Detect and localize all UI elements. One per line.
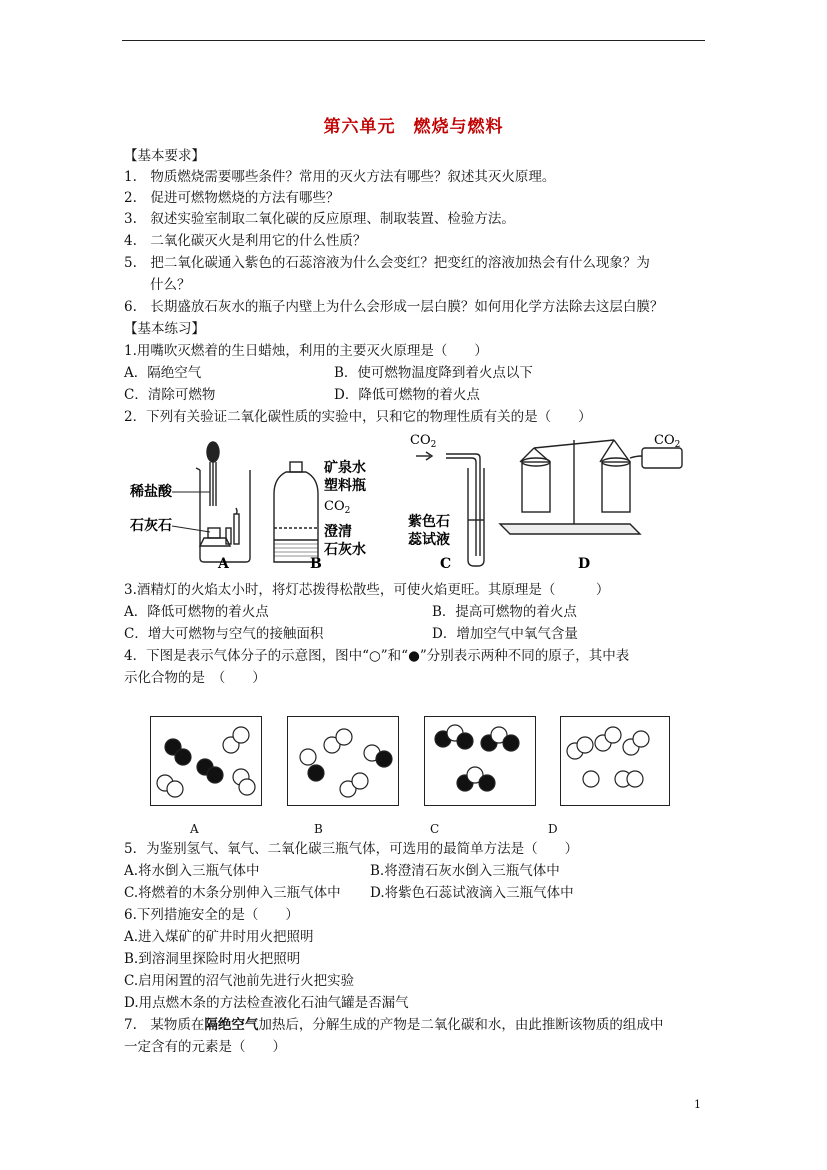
- q4-stem-line2: 示化合物的是 （ ）: [124, 670, 266, 686]
- label-a: A: [218, 556, 229, 572]
- section-basic-requirements: 【基本要求】: [124, 148, 205, 164]
- page-title: 第六单元 燃烧与燃料: [323, 117, 504, 137]
- apparatus-b: [274, 462, 318, 562]
- box-label-c: C: [430, 822, 440, 836]
- q6-option-d: D.用点燃木条的方法检查液化石油气罐是否漏气: [124, 995, 409, 1011]
- label-d-co2: $CO_2$: [654, 433, 681, 450]
- box-label-a: A: [190, 822, 199, 836]
- q1-option-a: A．隔绝空气: [124, 365, 202, 381]
- label-b: B: [310, 556, 322, 572]
- requirement-4: 4. 二氧化碳灭火是利用它的什么性质？: [124, 233, 367, 249]
- label-clear: 澄清: [324, 524, 352, 540]
- requirement-5-cont: 什么？: [150, 277, 191, 293]
- q3-option-d: D．增加空气中氧气含量: [432, 626, 578, 642]
- requirement-6: 6. 长期盛放石灰水的瓶子内壁上为什么会形成一层白膜？如何用化学方法除去这层白膜？: [124, 299, 664, 315]
- label-b-co2: $CO_2$: [324, 499, 351, 516]
- q4-stem-line1: 4．下图是表示气体分子的示意图，图中“○”和“●”分别表示两种不同的原子，其中表: [124, 648, 630, 664]
- box-label-d: D: [548, 822, 558, 836]
- requirement-5: 5. 把二氧化碳通入紫色的石蕊溶液为什么会变红？把变红的溶液加热会有什么现象？为: [124, 255, 650, 271]
- q5-option-d: D.将紫色石蕊试液滴入三瓶气体中: [370, 885, 574, 901]
- q6-stem: 6.下列措施安全的是（ ）: [124, 907, 299, 923]
- q1-option-b: B．使可燃物温度降到着火点以下: [334, 365, 533, 381]
- apparatus-d: [500, 440, 682, 534]
- q7-bold-isolated-air: 隔绝空气: [204, 1017, 259, 1033]
- requirement-2: 2. 促进可燃物燃烧的方法有哪些？: [124, 190, 340, 206]
- q1-option-c: C．清除可燃物: [124, 387, 216, 403]
- molecule-box-a: [150, 716, 262, 806]
- label-limewater: 石灰水: [324, 542, 366, 558]
- label-limestone: 石灰石: [130, 518, 172, 534]
- requirement-3: 3. 叙述实验室制取二氧化碳的反应原理、制取装置、检验方法。: [124, 211, 515, 227]
- label-c-co2: $CO_2$: [410, 433, 437, 450]
- label-c: C: [440, 556, 452, 572]
- box-label-b: B: [314, 822, 323, 836]
- requirement-1: 1. 物质燃烧需要哪些条件？常用的灭火方法有哪些？叙述其灭火原理。: [124, 169, 556, 185]
- label-mineral-water: 矿泉水: [324, 460, 366, 476]
- q6-option-a: A.进入煤矿的矿井时用火把照明: [124, 929, 314, 945]
- q5-stem: 5．为鉴别氢气、氧气、二氧化碳三瓶气体，可选用的最简单方法是（ ）: [124, 841, 579, 857]
- q7-post: 加热后，分解生成的产物是二氧化碳和水，由此推断该物质的组成中: [258, 1017, 664, 1033]
- q6-option-b: B.到溶洞里探险时用火把照明: [124, 951, 301, 967]
- label-dilute-hcl: 稀盐酸: [130, 484, 172, 500]
- q7-stem-line1: [124, 1016, 663, 1034]
- apparatus-c: [416, 452, 484, 566]
- q1-option-d: D．降低可燃物的着火点: [334, 387, 480, 403]
- q1-stem: 1.用嘴吹灭燃着的生日蜡烛，利用的主要灭火原理是（ ）: [124, 343, 488, 359]
- q3-option-b: B．提高可燃物的着火点: [432, 604, 577, 620]
- q3-stem: 3.酒精灯的火焰太小时，将灯芯拨得松散些，可使火焰更旺。其原理是（ ）: [124, 582, 610, 598]
- q5-option-a: A.将水倒入三瓶气体中: [124, 863, 260, 879]
- q2-stem: 2．下列有关验证二氧化碳性质的实验中，只和它的物理性质有关的是（ ）: [124, 409, 592, 425]
- q6-option-c: C.启用闲置的沼气池前先进行火把实验: [124, 973, 355, 989]
- q5-option-c: C.将燃着的木条分别伸入三瓶气体中: [124, 885, 341, 901]
- label-plastic-bottle: 塑料瓶: [324, 478, 366, 494]
- q7-stem-line2: 一定含有的元素是（ ）: [124, 1039, 286, 1055]
- page-number: 1: [694, 1098, 701, 1111]
- header-rule: [122, 40, 705, 41]
- molecule-box-d: [560, 716, 670, 806]
- apparatus-a: [196, 442, 250, 562]
- q2-apparatus-figure: [130, 428, 700, 572]
- label-d: D: [578, 556, 591, 572]
- q5-option-b: B.将澄清石灰水倒入三瓶气体中: [370, 863, 560, 879]
- label-litmus: 蕊试液: [408, 532, 450, 548]
- q3-option-a: A．降低可燃物的着火点: [124, 604, 269, 620]
- molecule-box-b: [287, 716, 399, 806]
- q7-pre: 7. 某物质在: [124, 1017, 205, 1033]
- label-purple: 紫色石: [408, 514, 450, 530]
- q3-option-c: C．增大可燃物与空气的接触面积: [124, 626, 324, 642]
- section-basic-practice: 【基本练习】: [124, 321, 205, 337]
- molecule-box-c: [424, 716, 536, 806]
